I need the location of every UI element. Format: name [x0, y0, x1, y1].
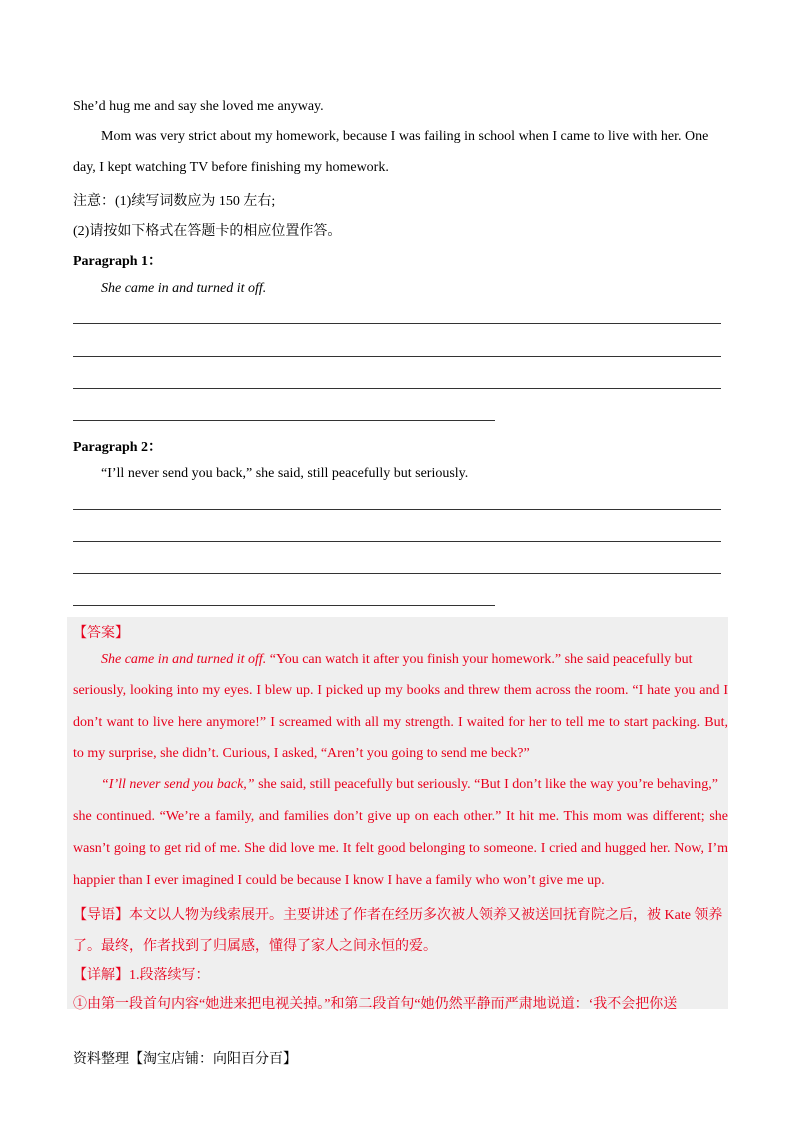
- answer-line: [73, 420, 495, 421]
- text-line: She’d hug me and say she loved me anyway.: [73, 99, 324, 114]
- page-footer: 资料整理【淘宝店铺：向阳百分百】: [73, 1052, 297, 1067]
- guide-line: 【导语】本文以人物为线索展开。主要讲述了作者在经历多次被人领养又被送回抚育院之后，被 Kate 领养: [73, 908, 723, 923]
- answer-text: “You can watch it after you finish your homework.” she said peacefully but: [266, 652, 693, 667]
- answer-line-text: [101, 777, 718, 793]
- text-line: Mom was very strict about my homework, because I was failing in school when I came to live with her. One: [101, 129, 709, 144]
- answer-line-text: don’t want to live here anymore!” I screamed with all my strength. I waited for her to tell me to start packing. But,: [73, 715, 728, 730]
- answer-line: [73, 605, 495, 606]
- answer-line-text: wasn’t going to get rid of me. She did love me. It felt good belonging to someone. I cried and hugged her. Now, I’m: [73, 841, 728, 856]
- detail-label: 【详解】1.段落续写：: [73, 968, 210, 983]
- answer-line: [73, 541, 721, 542]
- text-line: day, I kept watching TV before finishing my homework.: [73, 160, 389, 175]
- answer-line-text: she continued. “We’re a family, and families don’t give up on each other.” It hit me. This mom was different; she: [73, 809, 728, 824]
- paragraph-2-start: “I’ll never send you back,” she said, still peacefully but seriously.: [101, 466, 469, 481]
- paragraph-1-label: Paragraph 1：: [73, 254, 163, 269]
- answer-line-text: seriously, looking into my eyes. I blew up. I picked up my books and threw them across the room. “I hate you and I: [73, 683, 728, 698]
- paragraph-2-label: Paragraph 2：: [73, 440, 163, 455]
- paragraph-1-start: She came in and turned it off.: [101, 281, 267, 296]
- answer-line: [73, 323, 721, 324]
- note-line: 注意：(1)续写词数应为 150 左右;: [73, 194, 276, 209]
- answer-italic: “I’ll never send you back,”: [101, 777, 255, 792]
- answer-line-text: happier than I ever imagined I could be because I know I have a family who won’t give me up.: [73, 873, 605, 888]
- guide-line: 了。最终，作者找到了归属感，懂得了家人之间永恒的爱。: [73, 939, 437, 954]
- answer-line: [73, 573, 721, 574]
- note-line: (2)请按如下格式在答题卡的相应位置作答。: [73, 224, 342, 239]
- answer-line: [73, 509, 721, 510]
- answer-line-text: [101, 652, 693, 668]
- answer-text: she said, still peacefully but seriously. “But I don’t like the way you’re behaving,”: [254, 777, 719, 792]
- answer-italic: She came in and turned it off.: [101, 652, 267, 667]
- answer-line-text: to my surprise, she didn’t. Curious, I asked, “Aren’t you going to send me beck?”: [73, 746, 530, 761]
- answer-label: 【答案】: [73, 626, 129, 641]
- answer-line: [73, 388, 721, 389]
- detail-line: ①由第一段首句内容“她进来把电视关掉。”和第二段首句“她仍然平静而严肃地说道：‘我不会把你送: [73, 997, 678, 1012]
- answer-line: [73, 356, 721, 357]
